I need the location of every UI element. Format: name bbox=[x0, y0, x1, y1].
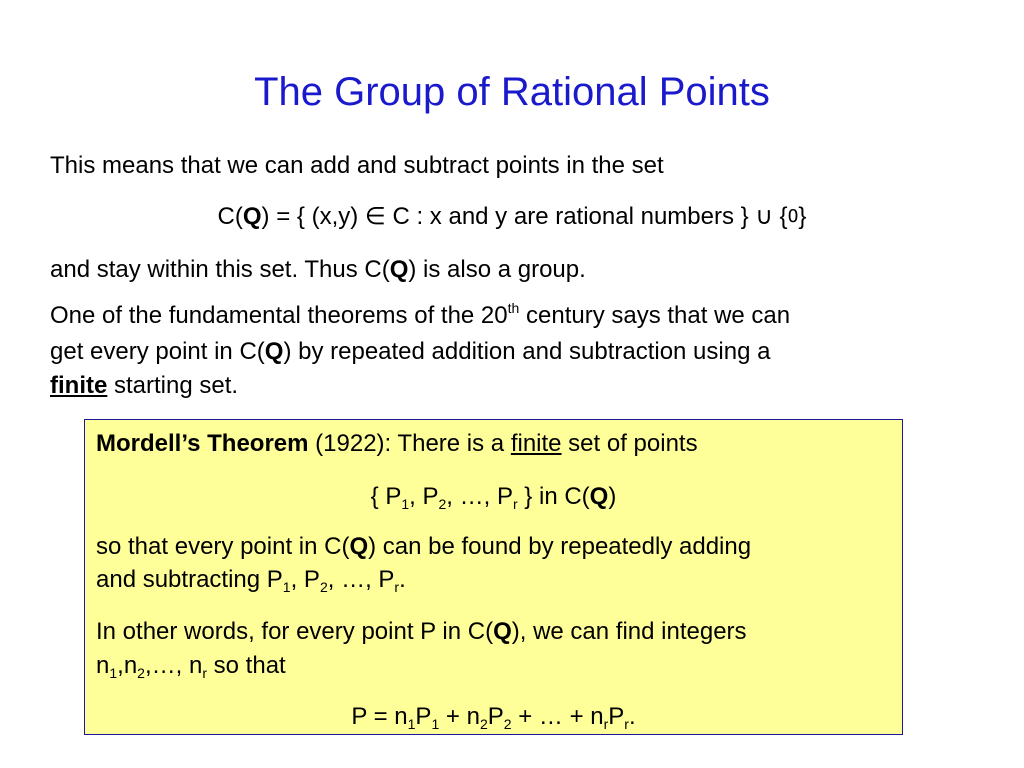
so-that-line-1: so that every point in C(Q) can be found by repeatedly adding bbox=[96, 533, 752, 560]
stay-within-text: and stay within this set. Thus C(Q) is also a group. bbox=[50, 256, 586, 283]
finite-emphasis: finite bbox=[50, 372, 108, 399]
other-words-line-2: $n_1,n_2,\dots$, $n_r$ so that bbox=[96, 652, 286, 681]
theorem-intro-line-3: finite starting set. bbox=[50, 372, 239, 399]
points-set: { $P_1$, $P_2$, …, $P_r$ } in C(Q) bbox=[370, 483, 617, 512]
intro-text: This means that we can add and subtract points in the set bbox=[50, 152, 664, 179]
mordell-theorem-box bbox=[84, 419, 903, 735]
other-words-line-1: In other words, for every point P in C(Q), we can find integers bbox=[96, 618, 747, 645]
formula: $P = n_1P_1 + n_2P_2$ + … + $n_rP_r$. bbox=[351, 703, 636, 732]
origin-symbol: O bbox=[787, 206, 799, 227]
theorem-intro-line-1: One of the fundamental theorems of the 20th century says that we can bbox=[50, 300, 791, 329]
slide-title: The Group of Rational Points bbox=[254, 70, 770, 114]
theorem-heading: Mordell’s Theorem (1922): There is a finite set of points bbox=[96, 430, 698, 457]
set-definition: C(Q) = { (x,y) ∈ C : x and y are rational numbers } ∪ {O} bbox=[217, 203, 807, 230]
so-that-line-2: and subtracting $P_1$, $P_2$, …, $P_r$. bbox=[96, 566, 406, 595]
theorem-intro-line-2: get every point in C(Q) by repeated addition and subtraction using a bbox=[50, 338, 771, 365]
